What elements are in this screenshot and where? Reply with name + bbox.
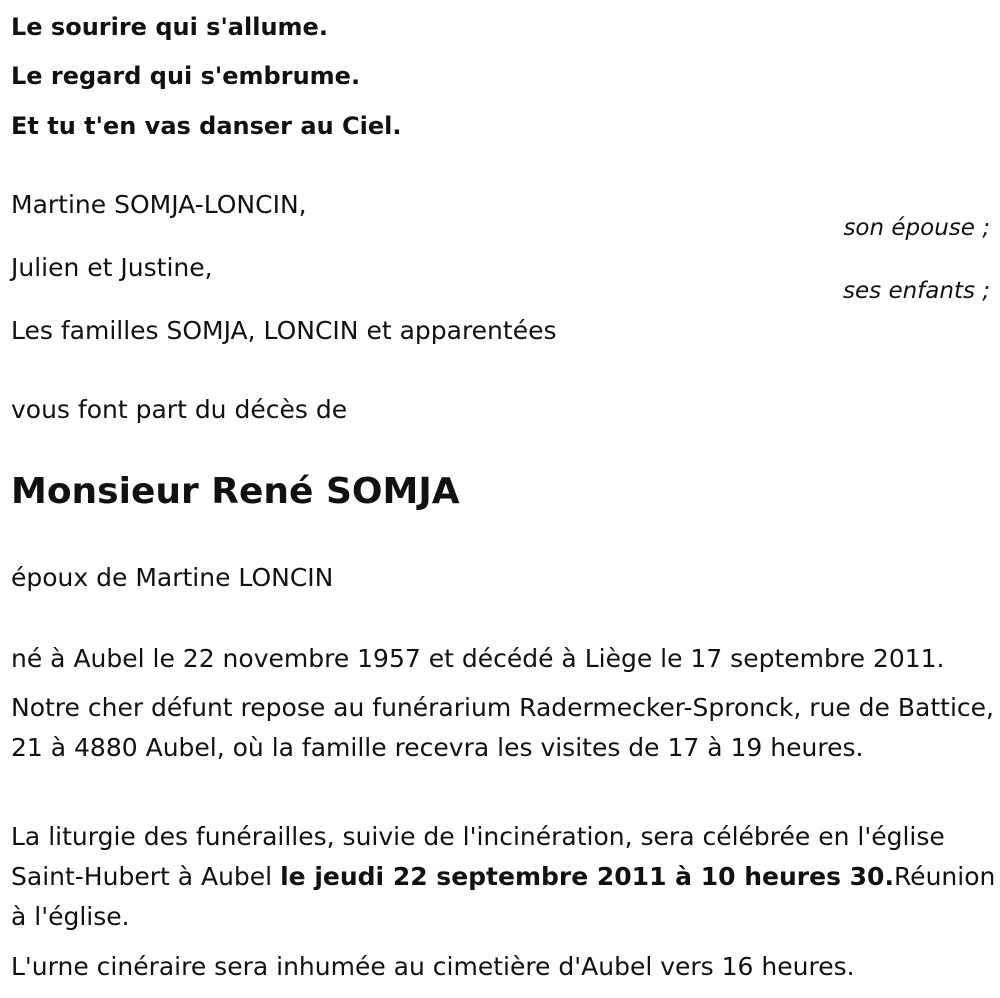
poem-line-3: Et tu t'en vas danser au Ciel. (11, 112, 402, 140)
liturgy-text-after: Réunion à l'église. (11, 862, 996, 931)
urn-line: L'urne cinéraire sera inhumée au cimetière d'Aubel vers 16 heures. (11, 952, 855, 981)
families-line: Les familles SOMJA, LONCIN et apparentées (11, 316, 557, 345)
children-role: ses enfants ; (843, 278, 990, 304)
funerarium-paragraph: Notre cher défunt repose au funérarium Radermecker-Spronck, rue de Battice, 21 à 4880 Aubel, où la famille recevra les visites de 17 à 19 heures. (11, 693, 994, 762)
liturgy-text-before: La liturgie des funérailles, suivie de l'incinération, sera célébrée en l'église Saint-Hubert à Aubel (11, 822, 945, 891)
liturgy-paragraph (11, 817, 996, 937)
announcement-line: vous font part du décès de (11, 395, 348, 424)
poem-line-1: Le sourire qui s'allume. (11, 13, 328, 41)
birth-death-line: né à Aubel le 22 novembre 1957 et décédé à Liège le 17 septembre 2011. (11, 644, 945, 673)
children-names: Julien et Justine, (11, 253, 213, 282)
spouse-role: son épouse ; (843, 215, 990, 241)
poem-line-2: Le regard qui s'embrume. (11, 62, 361, 90)
deceased-name: Monsieur René SOMJA (11, 471, 460, 512)
spouse-name: Martine SOMJA-LONCIN, (11, 190, 307, 219)
spouse-of-line: époux de Martine LONCIN (11, 563, 334, 592)
liturgy-date: le jeudi 22 septembre 2011 à 10 heures 30. (280, 862, 894, 891)
